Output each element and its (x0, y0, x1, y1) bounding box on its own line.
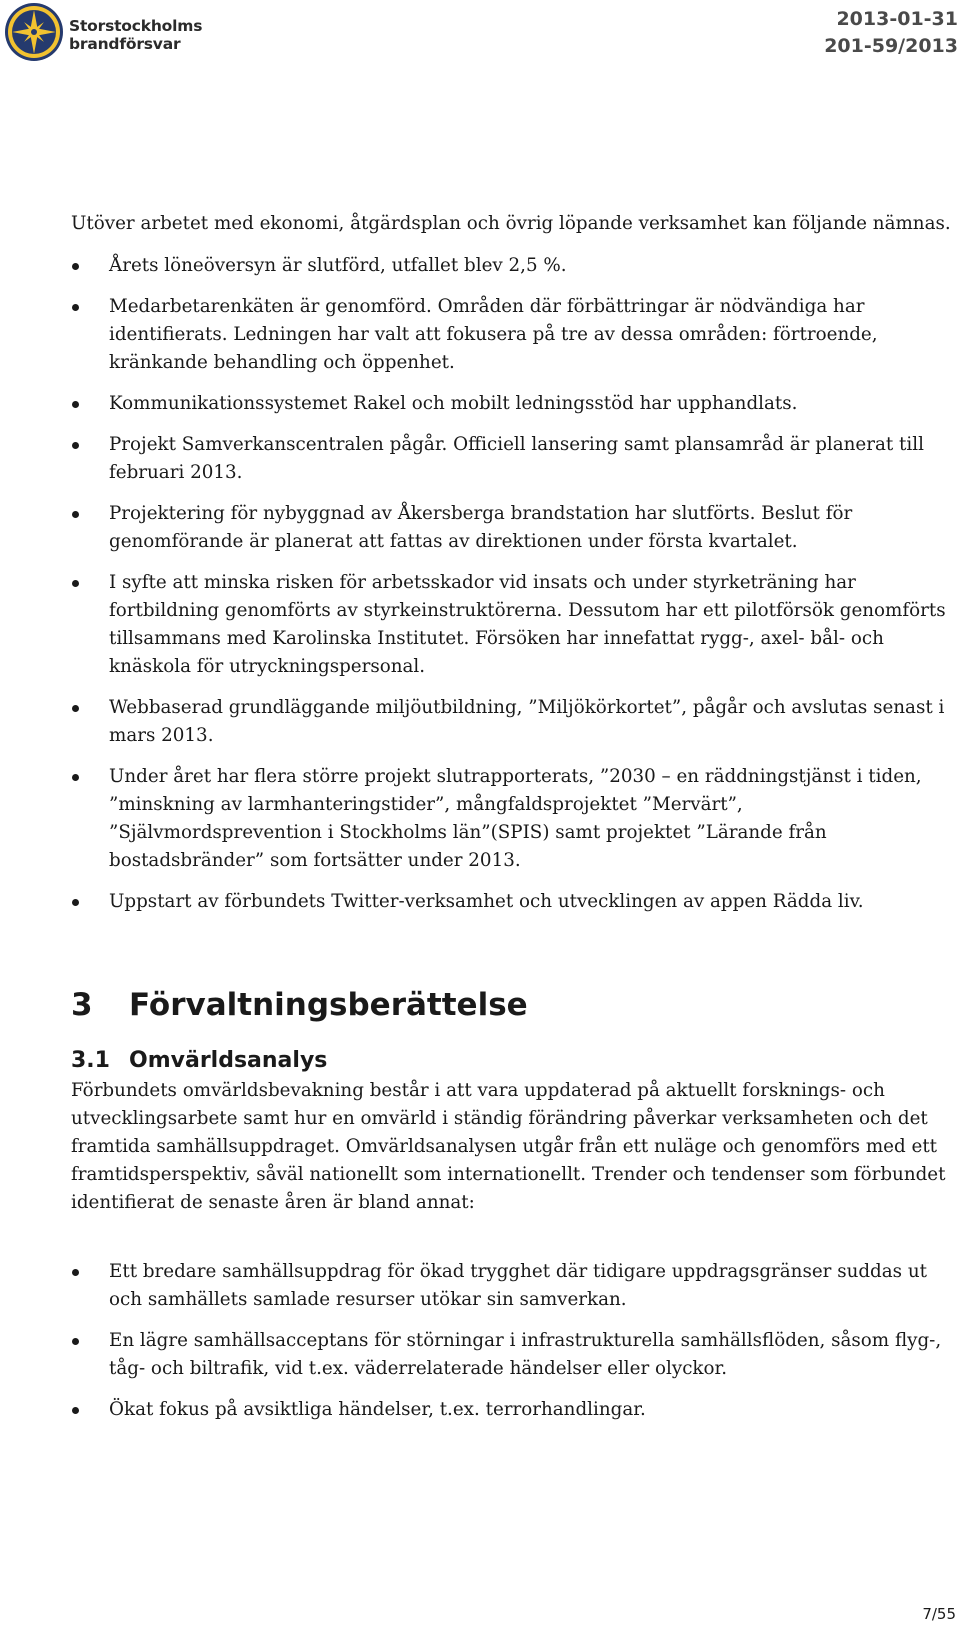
bullet-icon (72, 442, 79, 449)
list-item (71, 888, 957, 916)
list-item (71, 1396, 957, 1424)
list-item (71, 431, 957, 487)
list-item-text: Årets löneöversyn är slutförd, utfallet blev 2,5 %. (109, 255, 567, 276)
list-item (71, 293, 957, 377)
bullet-icon (72, 304, 79, 311)
list-item-text: Projekt Samverkanscentralen pågår. Officiell lansering samt plansamråd är planerat till februari 2013. (109, 434, 924, 483)
subsection-title: Omvärldsanalys (129, 1048, 328, 1073)
org-name-line1: Storstockholms (69, 17, 203, 35)
org-name (69, 17, 202, 53)
list-item (71, 252, 957, 280)
list-item-text: En lägre samhällsacceptans för störningar i infrastrukturella samhällsflöden, såsom flyg-, tåg- och biltrafik, vid t.ex. väderrelaterade händelser eller olyckor. (109, 1330, 942, 1379)
list-item (71, 500, 957, 556)
bullet-icon (72, 511, 79, 518)
list-item (71, 694, 957, 750)
bullet-icon (72, 401, 79, 408)
list-item (71, 569, 957, 681)
section-heading (71, 985, 957, 1025)
bullet-icon (72, 1269, 79, 1276)
list-item-text: Medarbetarenkäten är genomförd. Områden där förbättringar är nödvändiga har identifierats. Ledningen har valt att fokusera på tre av dessa områden: förtroende, kränkande behandling och öppenhet. (109, 296, 878, 373)
org-name-line2: brandförsvar (69, 35, 181, 53)
list-item-text: Kommunikationssystemet Rakel och mobilt ledningsstöd har upphandlats. (109, 393, 798, 414)
activity-list (71, 252, 957, 916)
document-reference: 201-59/2013 (824, 35, 958, 57)
trend-list (71, 1258, 957, 1424)
star-logo-icon (4, 2, 64, 62)
bullet-icon (72, 705, 79, 712)
page-content (71, 210, 957, 1437)
subsection-number: 3.1 (71, 1048, 110, 1073)
list-item-text: Under året har flera större projekt slutrapporterats, ”2030 – en räddningstjänst i tiden, ”minskning av larmhanteringstider”, mångfaldsprojektet ”Mervärt”, ”Självmordsprevention i Stockholms län”(SPIS) samt projektet ”Lärande från bostadsbränder” som fortsätter under 2013. (109, 766, 922, 871)
page-header (0, 0, 960, 70)
list-item-text: Ett bredare samhällsuppdrag för ökad trygghet där tidigare uppdragsgränser suddas ut och samhällets samlade resurser utökar sin samverkan. (109, 1261, 927, 1310)
list-item-text: Webbaserad grundläggande miljöutbildning, ”Miljökörkortet”, pågår och avslutas senast i mars 2013. (109, 697, 945, 746)
section-number: 3 (71, 987, 93, 1023)
list-item (71, 1258, 957, 1314)
bullet-icon (72, 1338, 79, 1345)
bullet-icon (72, 774, 79, 781)
bullet-icon (72, 899, 79, 906)
list-item-text: I syfte att minska risken för arbetsskador vid insats och under styrketräning har fortbildning genomförts av styrkeinstruktörerna. Dessutom har ett pilotförsök genomförts tillsammans med Karolinska Institutet. Försöken har innefattat rygg-, axel- bål- och knäskola för utryckningspersonal. (109, 572, 946, 677)
section-title: Förvaltningsberättelse (129, 987, 528, 1023)
bullet-icon (72, 1407, 79, 1414)
page-number: 7/55 (922, 1605, 956, 1623)
bullet-icon (72, 580, 79, 587)
list-item (71, 1327, 957, 1383)
list-item (71, 390, 957, 418)
list-item-text: Ökat fokus på avsiktliga händelser, t.ex. terrorhandlingar. (109, 1399, 646, 1420)
list-item-text: Projektering för nybyggnad av Åkersberga brandstation har slutförts. Beslut för genomförande är planerat att fattas av direktionen under första kvartalet. (109, 503, 853, 552)
document-meta (824, 6, 958, 60)
bullet-icon (72, 263, 79, 270)
subsection-heading (71, 1045, 957, 1077)
list-item-text: Uppstart av förbundets Twitter-verksamhet och utvecklingen av appen Rädda liv. (109, 891, 864, 912)
subsection-paragraph: Förbundets omvärldsbevakning består i att vara uppdaterad på aktuellt forsknings- och utvecklingsarbete samt hur en omvärld i ständig förändring påverkar verksamheten och det framtida samhällsuppdraget. Omvärldsanalysen utgår från ett nuläge och genomförs med ett framtidsperspektiv, såväl nationellt som internationellt. Trender och tendenser som förbundet identifierat de senaste åren är bland annat: (71, 1080, 946, 1213)
intro-paragraph: Utöver arbetet med ekonomi, åtgärdsplan och övrig löpande verksamhet kan följande nämnas. (71, 213, 951, 234)
list-item (71, 763, 957, 875)
document-date: 2013-01-31 (836, 8, 958, 30)
